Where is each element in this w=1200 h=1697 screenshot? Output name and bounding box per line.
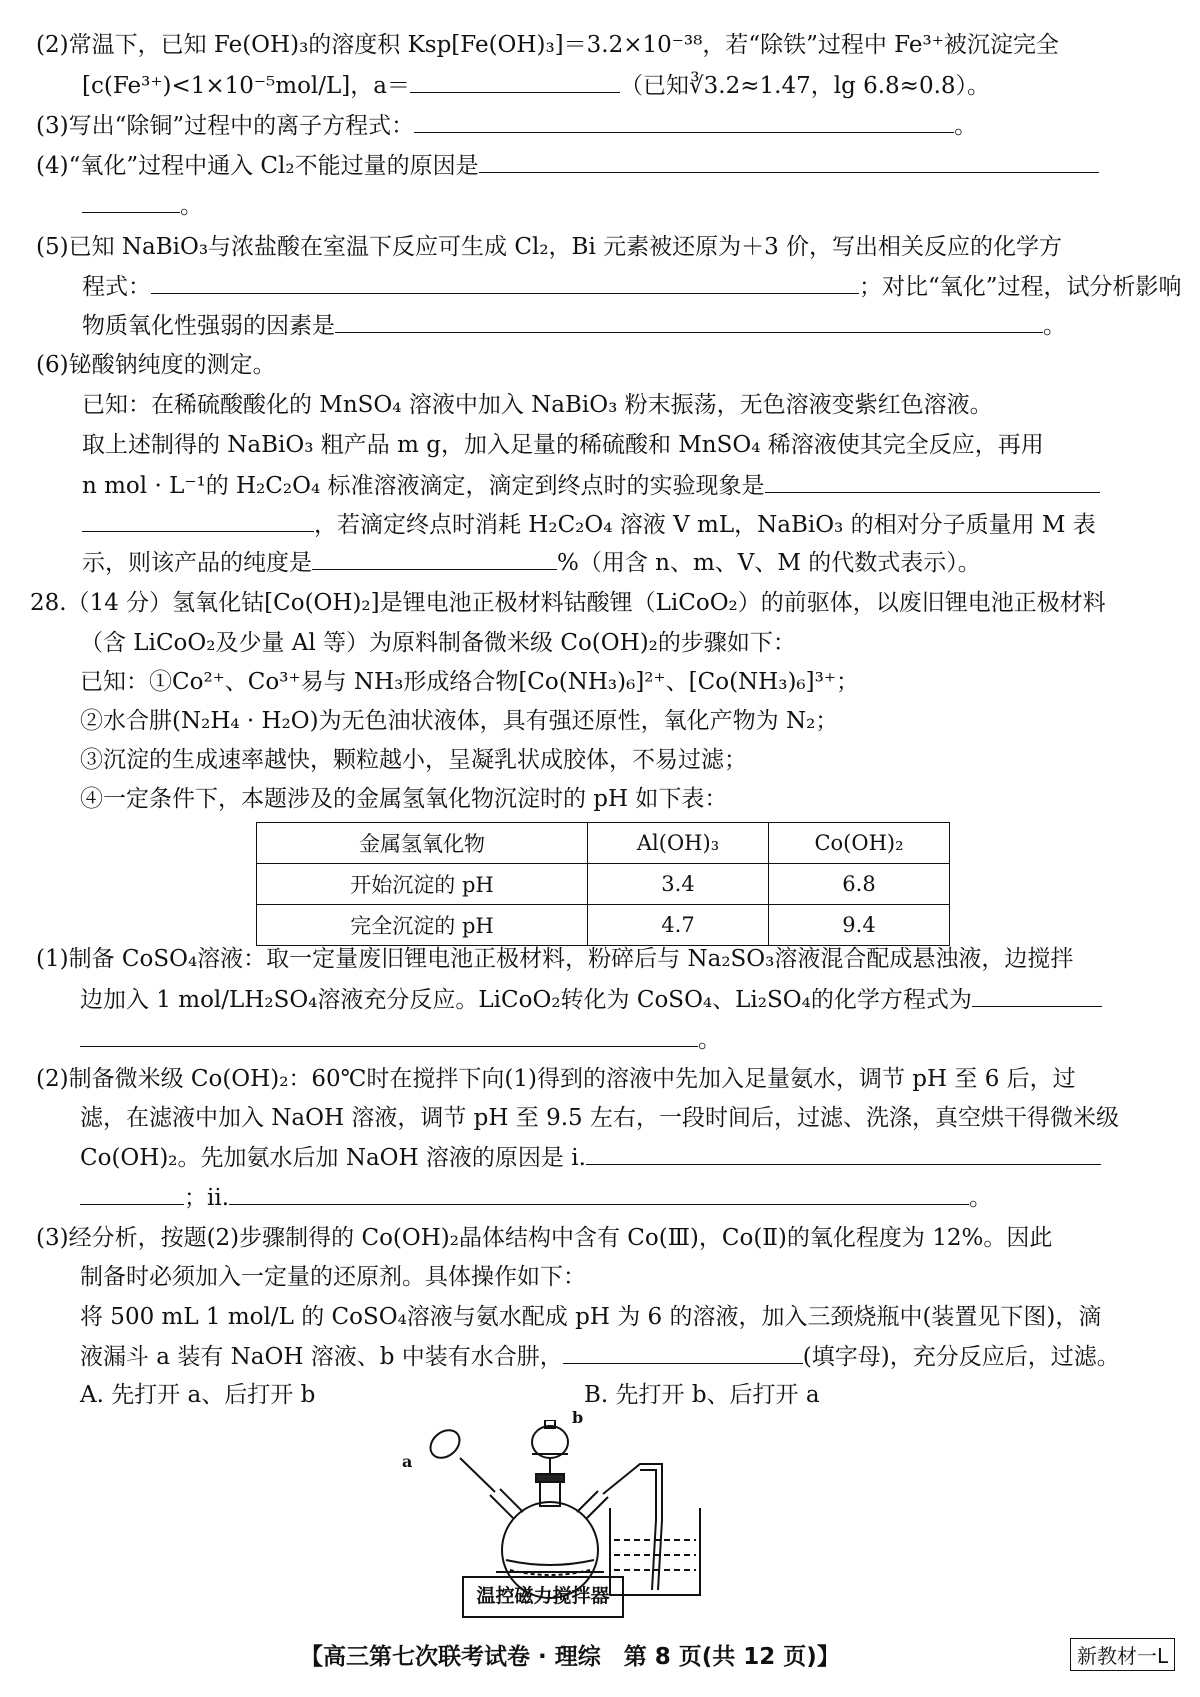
q5-end: 。 [1043, 313, 1066, 339]
answer-blank-p3[interactable] [563, 1339, 803, 1364]
q5-line1: (5)已知 NaBiO₃与浓盐酸在室温下反应可生成 Cl₂，Bi 元素被还原为＋3 价，写出相关反应的化学方 [36, 234, 1063, 260]
q3-end: 。 [954, 113, 978, 139]
p1-line2-text: 边加入 1 mol/LH₂SO₄溶液充分反应。LiCoO₂转化为 CoSO₄、Li₂SO₄的化学方程式为 [80, 987, 972, 1013]
p3-line4 [80, 1339, 1120, 1374]
q6-line6 [82, 545, 981, 580]
answer-blank-q5a[interactable] [151, 269, 859, 294]
table-cell: 4.7 [588, 905, 769, 946]
p1-end: 。 [698, 1027, 721, 1053]
answer-blank-p2ii[interactable] [229, 1180, 969, 1205]
p2-line2: 滤，在滤液中加入 NaOH 溶液，调节 pH 至 9.5 左右，一段时间后，过滤、洗涤，真空烘干得微米级 [80, 1105, 1119, 1131]
table-cell: 开始沉淀的 pH [257, 864, 588, 905]
answer-blank-a[interactable] [410, 68, 620, 93]
q6-line4-text: n mol · L⁻¹的 H₂C₂O₄ 标准溶液滴定，滴定到终点时的实验现象是 [82, 473, 765, 499]
p2-end: 。 [969, 1185, 993, 1211]
q28-line2: （含 LiCoO₂及少量 Al 等）为原料制备微米级 Co(OH)₂的步骤如下： [80, 630, 796, 656]
edition-badge: 新教材一L [1070, 1638, 1175, 1671]
table-header-row [257, 823, 950, 864]
ph-table [256, 822, 950, 946]
q6-line1: (6)铋酸钠纯度的测定。 [36, 352, 276, 378]
q4-line [36, 148, 1099, 183]
answer-blank-p2i[interactable] [586, 1140, 1101, 1165]
page-footer: 【高三第七次联考试卷 · 理综 第 8 页(共 12 页)】 [300, 1644, 840, 1670]
option-b[interactable]: B. 先打开 b、后打开 a [584, 1382, 820, 1408]
q4-line2 [82, 188, 203, 223]
q6-line3: 取上述制得的 NaBiO₃ 粗产品 m g，加入足量的稀硫酸和 MnSO₄ 稀溶液使其完全反应，再用 [82, 432, 1044, 458]
table-row [257, 864, 950, 905]
p2-line1: (2)制备微米级 Co(OH)₂：60℃时在搅拌下向(1)得到的溶液中先加入足量氨水，调节 pH 至 6 后，过 [36, 1066, 1076, 1092]
q6-line6-text: 示，则该产品的纯度是 [82, 550, 312, 576]
q28-line1: 28.（14 分）氢氧化钴[Co(OH)₂]是锂电池正极材料钴酸锂（LiCoO₂）的前驱体，以废旧锂电池正极材料 [30, 590, 1106, 616]
q5-line3 [82, 308, 1066, 343]
q4-text: (4)“氧化”过程中通入 Cl₂不能过量的原因是 [36, 153, 479, 179]
q5-line3-text: 物质氧化性强弱的因素是 [82, 313, 335, 339]
p1-line3 [80, 1022, 721, 1057]
q5-line2 [82, 269, 1182, 304]
stirrer-caption: 温控磁力搅拌器 [462, 1576, 624, 1618]
q5-line2-text: ；对比“氧化”过程，试分析影响 [859, 274, 1182, 300]
q3-line [36, 108, 977, 143]
q6-line5-text: ，若滴定终点时消耗 H₂C₂O₄ 溶液 V mL，NaBiO₃ 的相对分子质量用 M 表 [314, 512, 1096, 538]
table-row [257, 905, 950, 946]
q2-hint: （已知∛3.2≈1.47，lg 6.8≈0.8）。 [620, 73, 991, 99]
p3-line1: (3)经分析，按题(2)步骤制得的 Co(OH)₂晶体结构中含有 Co(Ⅲ)，Co(Ⅱ)的氧化程度为 12%。因此 [36, 1225, 1053, 1251]
p2-ii-label: ；ii. [184, 1185, 230, 1211]
answer-blank-q4b[interactable] [82, 188, 180, 213]
q3-text: (3)写出“除铜”过程中的离子方程式： [36, 113, 415, 139]
q5-label: 程式： [82, 274, 151, 300]
q6-line2: 已知：在稀硫酸酸化的 MnSO₄ 溶液中加入 NaBiO₃ 粉末振荡，无色溶液变紫红色溶液。 [82, 392, 993, 418]
p3-line4-end: (填字母)，充分反应后，过滤。 [802, 1344, 1120, 1370]
q2-line1: (2)常温下，已知 Fe(OH)₃的溶度积 Ksp[Fe(OH)₃]＝3.2×10⁻³⁸，若“除铁”过程中 Fe³⁺被沉淀完全 [36, 32, 1059, 58]
p1-line2 [80, 982, 1102, 1017]
table-cell: 9.4 [769, 905, 950, 946]
q2-line2-text: [c(Fe³⁺)<1×10⁻⁵mol/L]，a＝ [82, 73, 410, 99]
p2-line3 [80, 1140, 1101, 1175]
p1-line1: (1)制备 CoSO₄溶液：取一定量废旧锂电池正极材料，粉碎后与 Na₂SO₃溶液混合配成悬浊液，边搅拌 [36, 946, 1074, 972]
known-3: ③沉淀的生成速率越快，颗粒越小，呈凝乳状成胶体，不易过滤； [80, 747, 747, 773]
answer-blank-q3[interactable] [414, 108, 954, 133]
q6-line6-end: %（用含 n、m、V、M 的代数式表示）。 [557, 550, 981, 576]
answer-blank-p2i-cont[interactable] [80, 1180, 184, 1205]
p3-line4-text: 液漏斗 a 装有 NaOH 溶液、b 中装有水合肼， [80, 1344, 563, 1370]
table-header: Co(OH)₂ [769, 823, 950, 864]
label-a: a [402, 1452, 413, 1471]
table-header: 金属氢氧化物 [257, 823, 588, 864]
answer-blank-q6b[interactable] [82, 507, 314, 532]
answer-blank-p1b[interactable] [80, 1022, 698, 1047]
q4-end: 。 [180, 193, 203, 219]
answer-blank-q6a[interactable] [765, 468, 1100, 493]
p2-line4 [80, 1180, 992, 1215]
q6-line5 [82, 507, 1096, 542]
q6-line4 [82, 468, 1100, 503]
p2-line3-text: Co(OH)₂。先加氨水后加 NaOH 溶液的原因是 i. [80, 1145, 586, 1171]
table-cell: 6.8 [769, 864, 950, 905]
known-2: ②水合肼(N₂H₄ · H₂O)为无色油状液体，具有强还原性，氧化产物为 N₂； [80, 708, 839, 734]
dropping-funnel-a [425, 1425, 465, 1464]
q2-line2 [82, 68, 990, 103]
table-cell: 3.4 [588, 864, 769, 905]
answer-blank-q4a[interactable] [479, 148, 1099, 173]
p3-line2: 制备时必须加入一定量的还原剂。具体操作如下： [80, 1264, 586, 1290]
gas-tube [603, 1464, 662, 1590]
table-header: Al(OH)₃ [588, 823, 769, 864]
table-cell: 完全沉淀的 pH [257, 905, 588, 946]
option-a[interactable]: A. 先打开 a、后打开 b [80, 1382, 316, 1408]
flask-liquid [506, 1560, 594, 1565]
known-1: 已知：①Co²⁺、Co³⁺易与 NH₃形成络合物[Co(NH₃)₆]²⁺、[Co(NH₃)₆]³⁺； [80, 669, 859, 695]
p3-line3: 将 500 mL 1 mol/L 的 CoSO₄溶液与氨水配成 pH 为 6 的溶液，加入三颈烧瓶中(装置见下图)，滴 [80, 1304, 1102, 1330]
known-4: ④一定条件下，本题涉及的金属氢氧化物沉淀时的 pH 如下表： [80, 786, 728, 812]
label-b: b [572, 1408, 584, 1427]
answer-blank-q6c[interactable] [312, 545, 557, 570]
answer-blank-q5b[interactable] [335, 308, 1043, 333]
answer-blank-p1a[interactable] [972, 982, 1102, 1007]
